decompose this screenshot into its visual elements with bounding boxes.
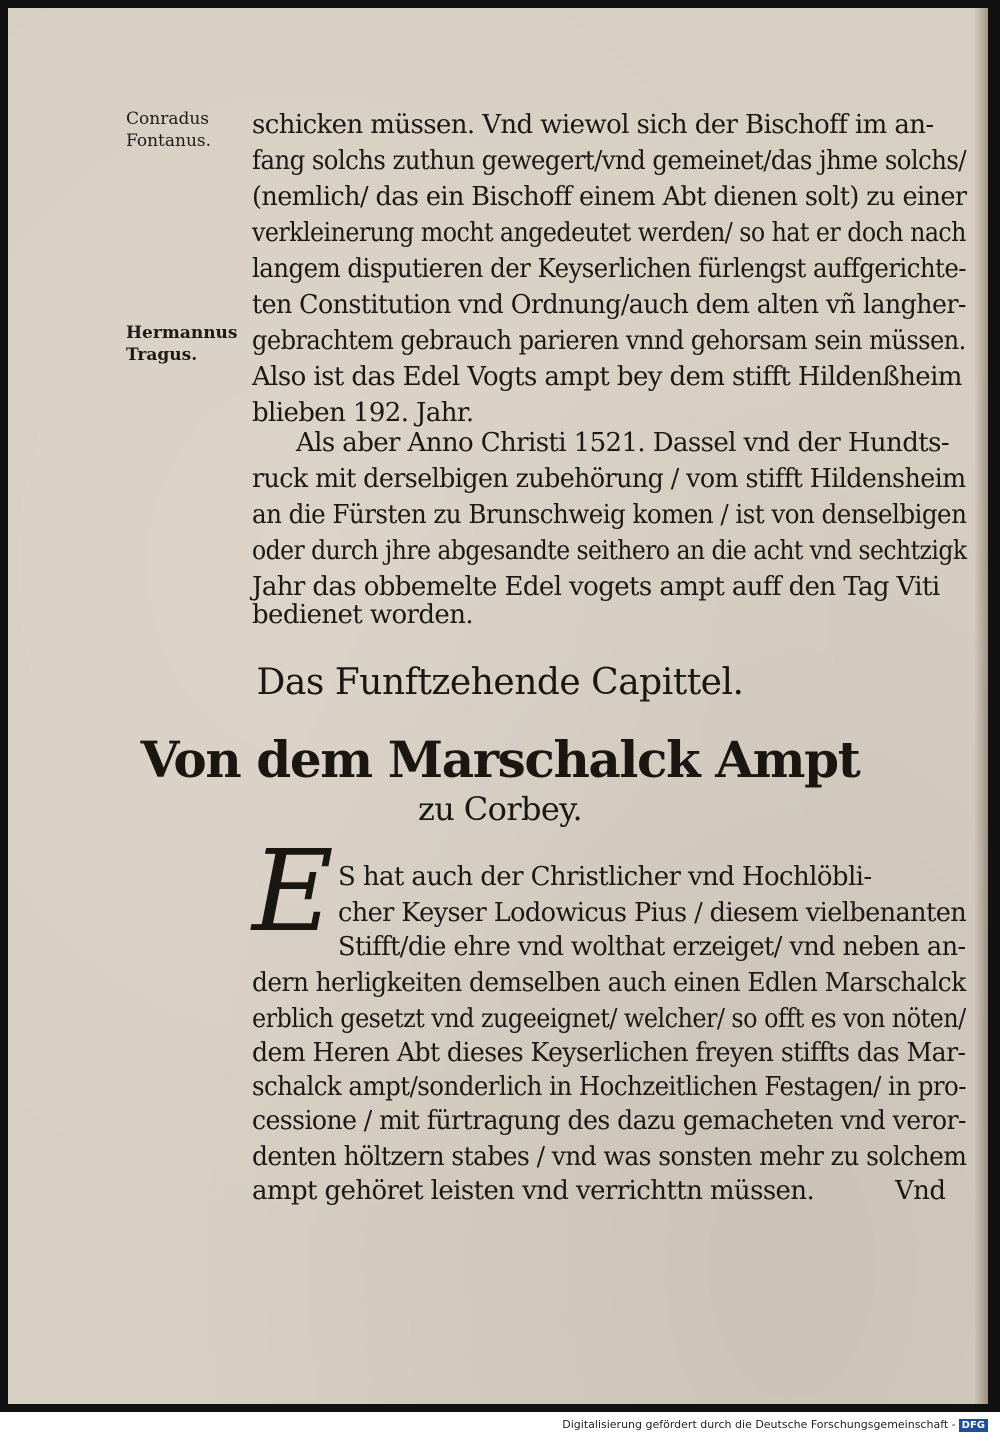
catchword: Vnd	[895, 1176, 946, 1206]
text-line: S hat auch der Christlicher vnd Hochlöbli-	[338, 862, 872, 892]
text-line: denten höltzern stabes / vnd was sonsten mehr zu solchem	[252, 1142, 967, 1172]
text-line: cher Keyser Lodowicus Pius / diesem vielbenanten	[338, 898, 967, 928]
text-line: cessione / mit fürtragung des dazu gemacheten vnd veror-	[252, 1106, 966, 1136]
margin-note-line: Fontanus.	[126, 131, 212, 151]
text-line: bedienet worden.	[252, 600, 473, 630]
text-line: Als aber Anno Christi 1521. Dassel vnd der Hundts-	[296, 428, 950, 458]
text-line: dern herligkeiten demselben auch einen Edlen Marschalck	[252, 968, 966, 998]
text-line: Also ist das Edel Vogts ampt bey dem stifft Hildenßheim	[252, 362, 962, 392]
text-line: ruck mit derselbigen zubehörung / vom stifft Hildensheim	[252, 464, 966, 494]
chapter-title: Von dem Marschalck Ampt	[140, 730, 860, 789]
text-line: gebrachtem gebrauch parieren vnnd gehorsam sein müssen.	[252, 326, 966, 356]
page-edge-shadow	[974, 8, 988, 1404]
footer-text: Digitalisierung gefördert durch die Deutsche Forschungsgemeinschaft -	[562, 1418, 956, 1431]
text-line: schalck ampt/sonderlich in Hochzeitlichen Festagen/ in pro-	[252, 1072, 966, 1102]
text-line: fang solchs zuthun gewegert/vnd gemeinet/das jhme solchs/	[252, 146, 966, 176]
chapter-subtitle: zu Corbey.	[417, 790, 583, 828]
text-line: Stifft/die ehre vnd wolthat erzeiget/ vnd neben an-	[338, 932, 966, 962]
margin-note-hermannus-tragus	[126, 322, 238, 366]
margin-note-conradus-fontanus	[126, 108, 211, 152]
text-line: verkleinerung mocht angedeutet werden/ so hat er doch nach	[252, 218, 966, 248]
text-line: oder durch jhre abgesandte seithero an die acht vnd sechtzigk	[252, 536, 967, 566]
text-line: Jahr das obbemelte Edel vogets ampt auff den Tag Viti	[252, 572, 940, 602]
text-line: ten Constitution vnd Ordnung/auch dem alten vñ langher-	[252, 290, 966, 320]
text-line: ampt gehöret leisten vnd verrichttn müssen.	[252, 1176, 815, 1206]
text-line: schicken müssen. Vnd wiewol sich der Bischoff im an-	[252, 110, 934, 140]
margin-note-line: Hermannus	[126, 323, 238, 343]
text-line: (nemlich/ das ein Bischoff einem Abt dienen solt) zu einer	[252, 182, 967, 212]
chapter-number-heading: Das Funftzehende Capittel.	[256, 662, 744, 703]
margin-note-line: Conradus	[126, 109, 210, 129]
text-line: an die Fürsten zu Brunschweig komen / ist von denselbigen	[252, 500, 967, 530]
margin-note-line: Tragus.	[126, 345, 198, 365]
dfg-logo: DFG	[959, 1419, 988, 1432]
text-line: blieben 192. Jahr.	[252, 398, 474, 428]
drop-cap-letter: E	[252, 827, 334, 957]
text-line: erblich gesetzt vnd zugeeignet/ welcher/ so offt es von nöten/	[252, 1004, 966, 1034]
text-line: dem Heren Abt dieses Keyserlichen freyen stiffts das Mar-	[252, 1038, 966, 1068]
text-line: langem disputieren der Keyserlichen fürlengst auffgerichte-	[252, 254, 966, 284]
digitization-footer	[562, 1418, 988, 1432]
